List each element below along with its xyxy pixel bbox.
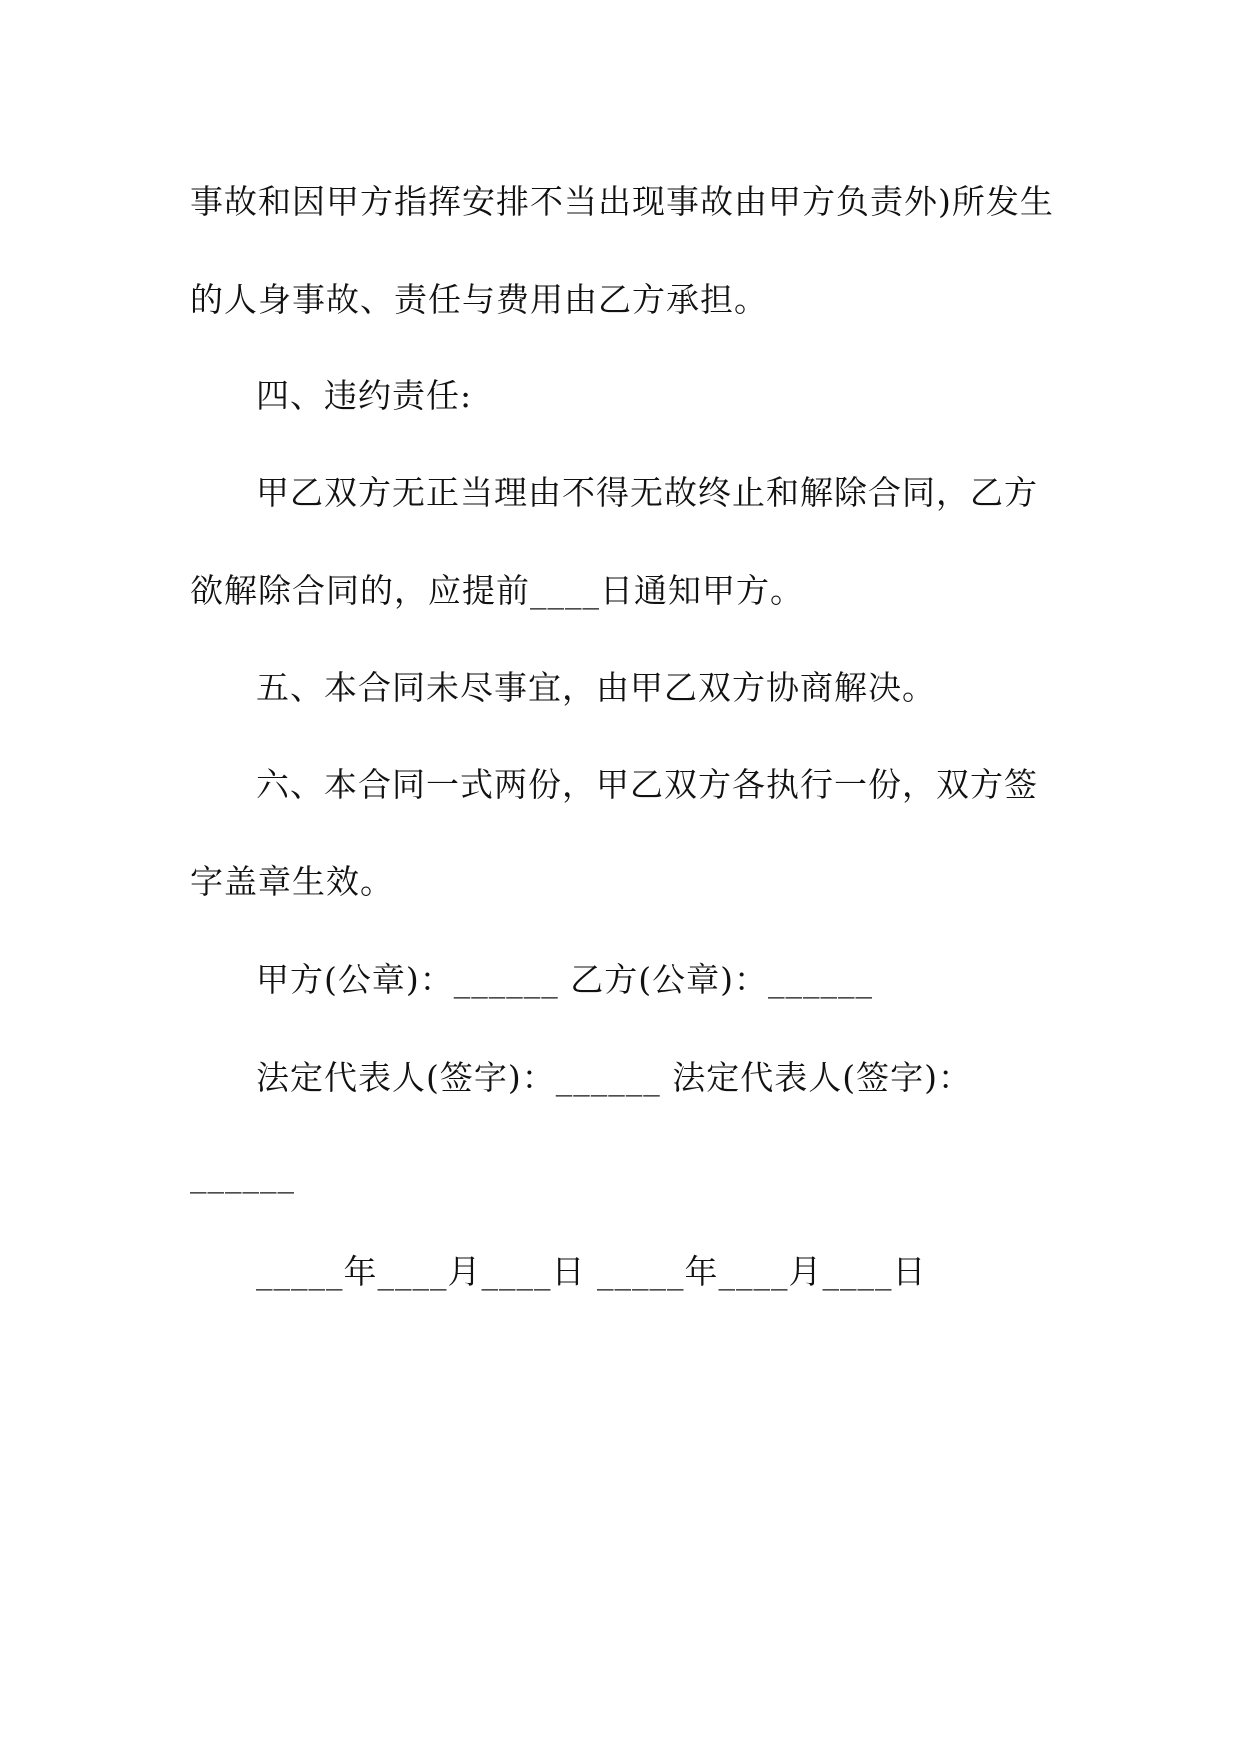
signature-blank: ______	[190, 1155, 295, 1194]
section-heading: 四、违约责任:	[256, 376, 473, 415]
paragraph-line: 五、本合同未尽事宜，由甲乙双方协商解决。	[256, 668, 936, 707]
signature-line: 法定代表人(签字)：______ 法定代表人(签字)：	[256, 1058, 972, 1097]
paragraph-line: 的人身事故、责任与费用由乙方承担。	[190, 280, 768, 319]
signature-line: 甲方(公章)：______ 乙方(公章)：______	[256, 960, 873, 999]
date-line: _____年____月____日 _____年____月____日	[256, 1252, 927, 1291]
paragraph-line: 事故和因甲方指挥安排不当出现事故由甲方负责外)所发生	[190, 182, 1054, 221]
paragraph-line: 欲解除合同的，应提前____日通知甲方。	[190, 571, 804, 610]
paragraph-line: 甲乙双方无正当理由不得无故终止和解除合同，乙方	[256, 473, 1038, 512]
paragraph-line: 字盖章生效。	[190, 862, 394, 901]
paragraph-line: 六、本合同一式两份，甲乙双方各执行一份，双方签	[256, 765, 1038, 804]
